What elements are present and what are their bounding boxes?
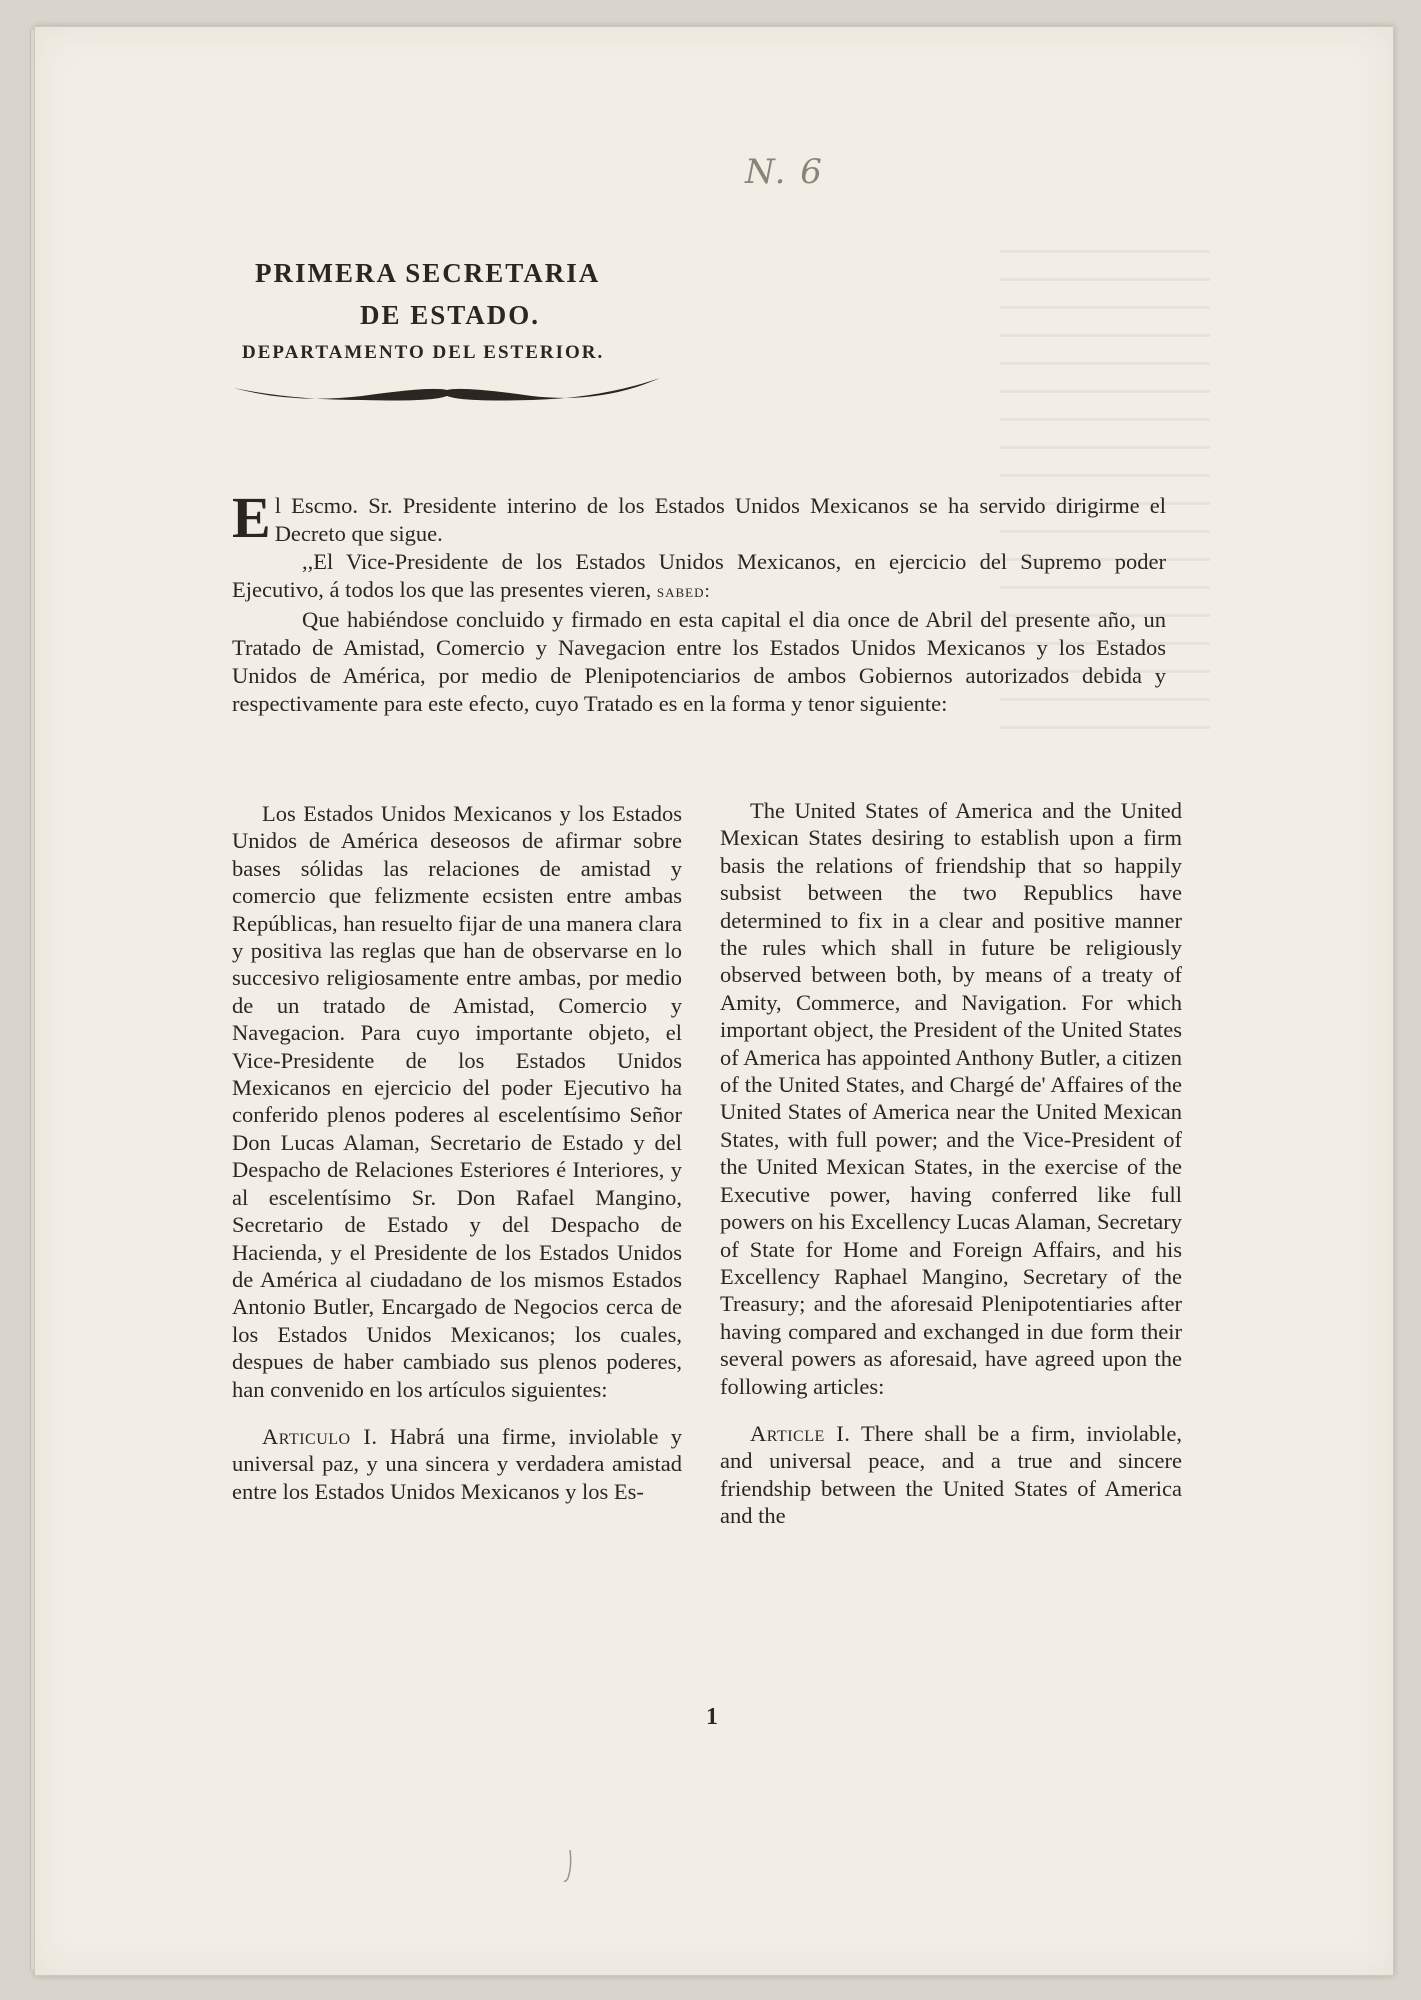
heading-line-1: PRIMERA SECRETARIA: [255, 258, 601, 288]
intro-paragraph-3: Que habiéndose concluido y firmado en esta capital el dia once de Abril del presente año, un Tratado de Amistad, Comercio y Navegacion entre los Estados Unidos Mexicanos y los Estados Unidos de América, por medio de Plenipotenciarios de ambos Gobiernos autorizados debida y respectivamente para este efecto, cuyo Tratado es en la forma y tenor siguiente:: [232, 607, 1166, 716]
english-article-1: [720, 1420, 1182, 1530]
sabed-word: sabed:: [656, 581, 711, 602]
spanish-article-1: [232, 1423, 682, 1505]
spanish-column: [232, 800, 682, 1505]
english-column: [720, 797, 1182, 1530]
intro-paragraph-2-text: ,,El Vice-Presidente de los Estados Unidos Mexicanos, en ejercicio del Supremo poder Ejecutivo, á todos los que las presentes vieren,: [232, 549, 1166, 602]
english-article-text: There shall be a firm, inviolable, and universal peace, and a true and sincere friendship between the United States of America and the: [720, 1420, 1183, 1529]
heading-line-2: DE ESTADO.: [359, 300, 541, 330]
drop-cap: E: [232, 485, 271, 550]
document-heading: [230, 252, 670, 364]
page-number: 1: [706, 1704, 718, 1730]
english-article-label: Article I.: [750, 1420, 851, 1446]
spanish-article-text: Habrá una firme, inviolable y universal paz, y una sincera y verdadera amistad entre los Estados Unidos Mexicanos y los Es-: [232, 1423, 683, 1504]
intro-paragraph-2: [232, 548, 1166, 606]
intro-text: [232, 485, 1166, 718]
intro-paragraph-1: l Escmo. Sr. Presidente interino de los Estados Unidos Mexicanos se ha servido dirigirme el Decreto que sigue.: [274, 493, 1166, 546]
handwritten-number: N. 6: [745, 152, 824, 192]
english-preamble: The United States of America and the United Mexican States desiring to establish upon a firm basis the relations of friendship that so happily subsist between the two Republics have determined to fix in a clear and positive manner the rules which shall in future be religiously observed between both, by means of a treaty of Amity, Commerce, and Navigation. For which important object, the President of the United States of America has appointed Anthony Butler, a citizen of the United States, and Chargé de' Affaires of the United States of America near the United Mexican States, with full power; and the Vice-President of the United Mexican States, in the exercise of the Executive power, having conferred like full powers on his Excellency Lucas Alaman, Secretary of State for Home and Foreign Affairs, and his Excellency Raphael Mangino, Secretary of the Treasury; and the aforesaid Plenipotentiaries after having compared and exchanged in due form their several powers as aforesaid, have agreed upon the following articles:: [720, 798, 1182, 1399]
department-title: DEPARTAMENTO DEL ESTERIOR.: [242, 342, 605, 363]
pencil-mark: [562, 1848, 574, 1884]
spanish-article-label: Articulo I.: [262, 1423, 378, 1449]
spanish-preamble: Los Estados Unidos Mexicanos y los Estados Unidos de América deseosos de afirmar sobre bases sólidas las relaciones de amistad y comercio que felizmente ecsisten entre ambas Repúblicas, han resuelto fijar de una manera clara y positiva las reglas que han de observarse en lo succesivo religiosamente entre ambas, por medio de un tratado de Amistad, Comercio y Navegacion. Para cuyo importante objeto, el Vice-Presidente de los Estados Unidos Mexicanos en ejercicio del poder Ejecutivo ha conferido plenos poderes al escelentísimo Señor Don Lucas Alaman, Secretario de Estado y del Despacho de Relaciones Esteriores é Interiores, y al escelentísimo Sr. Don Rafael Mangino, Secretario de Estado y del Despacho de Hacienda, y el Presidente de los Estados Unidos de América al ciudadano de los mismos Estados Antonio Butler, Encargado de Negocios cerca de los Estados Unidos Mexicanos; los cuales, despues de haber cambiado sus plenos poderes, han convenido en los artículos siguientes:: [232, 801, 682, 1402]
ornamental-rule: [232, 376, 662, 406]
